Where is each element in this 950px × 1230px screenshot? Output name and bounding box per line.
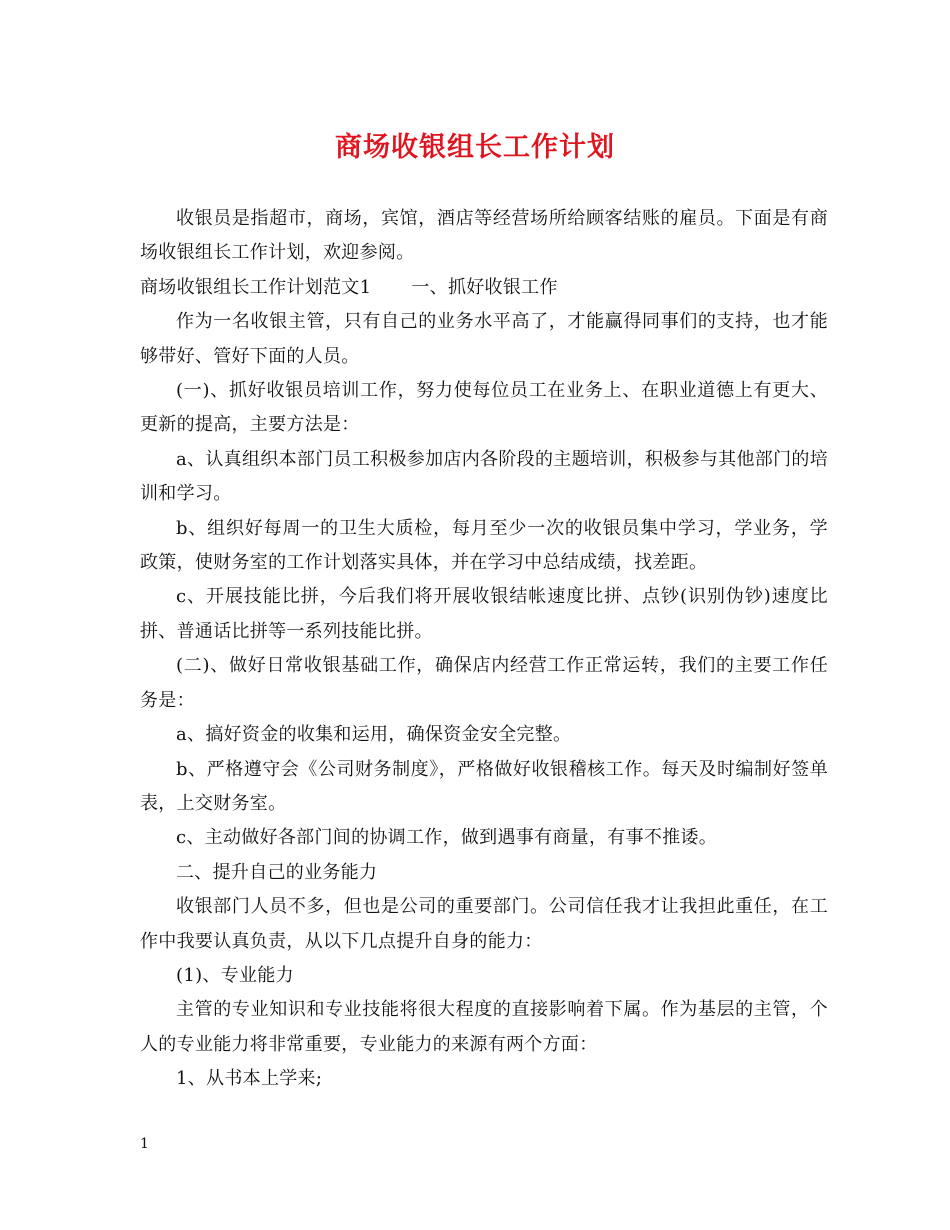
paragraph: 二、提升自己的业务能力 [176,861,378,883]
paragraph: (二)、做好日常收银基础工作，确保店内经营工作正常运转，我们的主要工作任务是： [140,655,828,711]
paragraph: 收银部门人员不多，但也是公司的重要部门。公司信任我才让我担此重任，在工作中我要认真负责，从以下几点提升自身的能力： [140,896,828,952]
paragraph: c、主动做好各部门间的协调工作，做到遇事有商量，有事不推诿。 [176,827,718,849]
paragraph: 作为一名收银主管，只有自己的业务水平高了，才能赢得同事们的支持，也才能够带好、管好下面的人员。 [140,311,828,367]
paragraph: c、开展技能比拼，今后我们将开展收银结帐速度比拼、点钞(识别伪钞)速度比拼、普通话比拼等一系列技能比拼。 [140,586,828,642]
document-title: 商场收银组长工作计划 [335,132,615,163]
paragraph: 收银员是指超市，商场，宾馆，酒店等经营场所给顾客结账的雇员。下面是有商场收银组长工作计划，欢迎参阅。 [140,208,828,264]
page-number: 1 [140,1136,149,1152]
paragraph-section-heading [140,271,828,305]
document-body [140,202,828,1097]
paragraph: a、认真组织本部门员工积极参加店内各阶段的主题培训，积极参与其他部门的培训和学习。 [140,448,828,505]
section-title: 商场收银组长工作计划范文1 [140,276,372,298]
paragraph: b、组织好每周一的卫生大质检，每月至少一次的收银员集中学习，学业务，学政策，使财务室的工作计划落实具体，并在学习中总结成绩，找差距。 [140,517,828,574]
paragraph: (1)、专业能力 [176,964,294,986]
paragraph: 主管的专业知识和专业技能将很大程度的直接影响着下属。作为基层的主管，个人的专业能力将非常重要，专业能力的来源有两个方面： [140,999,828,1055]
paragraph: b、严格遵守会《公司财务制度》，严格做好收银稽核工作。每天及时编制好签单表，上交财务室。 [140,758,828,814]
paragraph: (一)、抓好收银员培训工作，努力使每位员工在业务上、在职业道德上有更大、更新的提高，主要方法是： [140,380,828,436]
paragraph: a、搞好资金的收集和运用，确保资金安全完整。 [176,724,572,746]
section-subtitle: 一、抓好收银工作 [411,276,558,298]
paragraph: 1、从书本上学来; [176,1068,323,1090]
